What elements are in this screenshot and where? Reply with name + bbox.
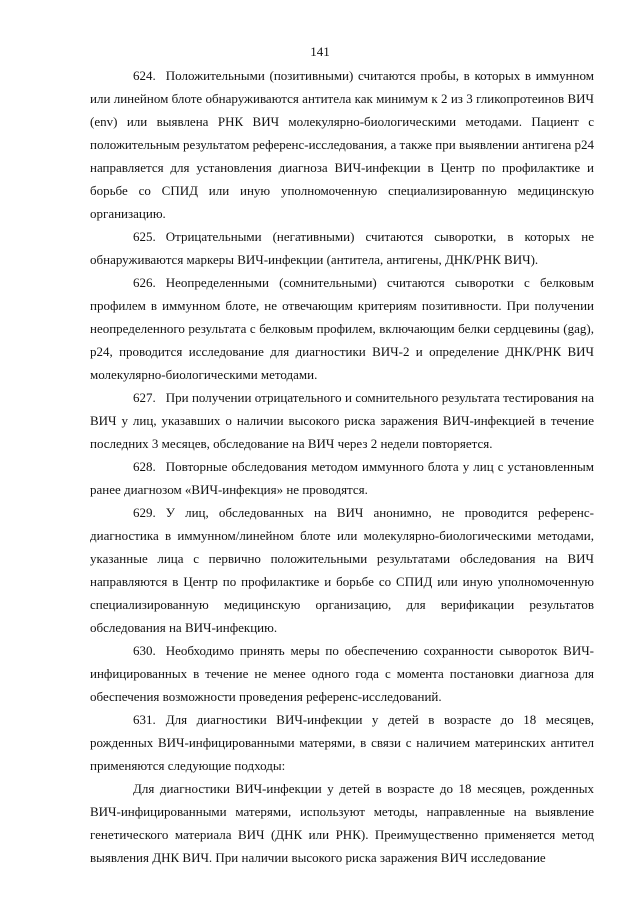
paragraph-text: Для диагностики ВИЧ-инфекции у детей в возрасте до 18 месяцев, рожденных ВИЧ-инфицированными матерями, в связи с наличием материнских антител применяются следующие подходы: (90, 712, 594, 773)
paragraph-628 (90, 455, 594, 501)
paragraph-text: При получении отрицательного и сомнительного результата тестирования на ВИЧ у лиц, указавших о наличии высокого риска заражения ВИЧ-инфекцией в течение последних 3 месяцев, обследование на ВИЧ через 2 недели повторяется. (90, 390, 594, 451)
paragraph-626 (90, 271, 594, 386)
paragraph-text: Положительными (позитивными) считаются пробы, в которых в иммунном или линейном блоте обнаруживаются антитела как минимум к 2 из 3 гликопротеинов ВИЧ (env) или выявлена РНК ВИЧ молекулярно-биологическими методами. Пациент с положительным результатом референс-исследования, а также при выявлении антигена р24 направляется для установления диагноза ВИЧ-инфекции в Центр по профилактике и борьбе со СПИД или иную уполномоченную специализированную медицинскую организацию. (90, 68, 594, 221)
paragraph-627 (90, 386, 594, 455)
paragraph-text: Необходимо принять меры по обеспечению сохранности сывороток ВИЧ-инфицированных в течение не менее одного года с момента постановки диагноза для обеспечения возможности проведения референс-исследований. (90, 643, 594, 704)
paragraph-number: 629. (133, 505, 156, 520)
paragraph-629 (90, 501, 594, 639)
paragraph-number: 630. (133, 643, 156, 658)
paragraph-631-subparagraph (90, 777, 594, 869)
paragraph-number: 627. (133, 390, 156, 405)
paragraph-text: Повторные обследования методом иммунного блота у лиц с установленным ранее диагнозом «ВИЧ-инфекция» не проводятся. (90, 459, 594, 497)
paragraph-number: 624. (133, 68, 156, 83)
paragraph-text: Для диагностики ВИЧ-инфекции у детей в возрасте до 18 месяцев, рожденных ВИЧ-инфицированными матерями, используют методы, направленные на выявление генетического материала ВИЧ (ДНК или РНК). Преимущественно применяется метод выявления ДНК ВИЧ. При наличии высокого риска заражения ВИЧ исследование (90, 781, 594, 865)
paragraph-number: 626. (133, 275, 156, 290)
paragraph-text: Отрицательными (негативными) считаются сыворотки, в которых не обнаруживаются маркеры ВИЧ-инфекции (антитела, антигены, ДНК/РНК ВИЧ). (90, 229, 594, 267)
paragraph-630 (90, 639, 594, 708)
document-body (90, 64, 594, 869)
paragraph-631 (90, 708, 594, 777)
paragraph-624 (90, 64, 594, 225)
paragraph-number: 631. (133, 712, 156, 727)
paragraph-text: Неопределенными (сомнительными) считаются сыворотки с белковым профилем в иммунном блоте, не отвечающим критериям позитивности. При получении неопределенного результата с белковым профилем, включающим белки сердцевины (gag), р24, проводится исследование для диагностики ВИЧ-2 и определение ДНК/РНК ВИЧ молекулярно-биологическими методами. (90, 275, 594, 382)
page-number: 141 (310, 44, 330, 59)
paragraph-text: У лиц, обследованных на ВИЧ анонимно, не проводится референс-диагностика в иммунном/линейном блоте или молекулярно-биологическими методами, указанные лица с первично положительными результатами обследования на ВИЧ направляются в Центр по профилактике и борьбе со СПИД или иную уполномоченную специализированную медицинскую организацию, для верификации результатов обследования на ВИЧ-инфекцию. (90, 505, 594, 635)
paragraph-number: 625. (133, 229, 156, 244)
paragraph-625 (90, 225, 594, 271)
paragraph-number: 628. (133, 459, 156, 474)
